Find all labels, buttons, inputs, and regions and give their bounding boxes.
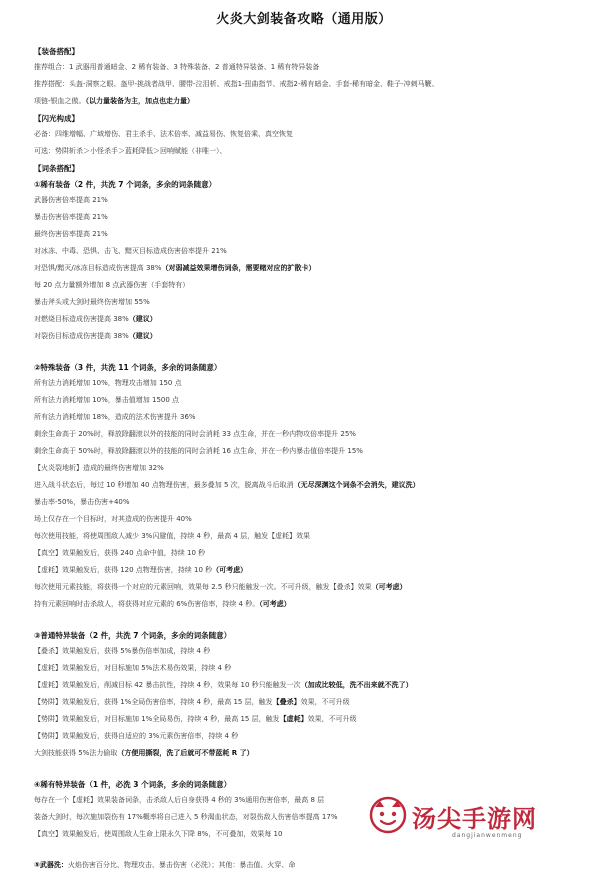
affix-line bbox=[34, 566, 574, 575]
affix-line bbox=[34, 600, 574, 609]
flash-line-1: 必备：四维增幅、广域增伤、君主杀手、法术倍率、减益易伤、恢复倍乘、真空恢复 bbox=[34, 130, 293, 138]
affix-text: 【虚耗】效果触发后，获得 120 点物理伤害，持续 10 秒 bbox=[34, 566, 213, 574]
affix-line: 【真空】效果触发后，使周围敌人生命上限永久下降 8%，不可叠加，效果每 10 bbox=[34, 830, 283, 838]
affix-line: 剩余生命高于 20%时，释放除翻滚以外的技能的同时会消耗 33 点生命，并在一秒内物攻倍率提升 25% bbox=[34, 430, 356, 438]
affix-line: 所有法力消耗增加 10%，暴击值增加 1500 点 bbox=[34, 396, 180, 404]
watermark-subtext: dangjianwenmeng bbox=[452, 832, 523, 839]
affix-line: 装备大剑时，每次施加裂伤有 17%概率将自己进入 5 秒渴血状态，对裂伤敌人伤害倍率提高 17% bbox=[34, 813, 338, 821]
equip-line-1: 推荐组合：1 武器用普通暗金、2 稀有装备、3 特殊装备、2 普通特异装备、1 稀有特异装备 bbox=[34, 63, 320, 71]
affix-line bbox=[34, 332, 574, 341]
group-4-heading: ④稀有特异装备（1 件，必洗 3 个词条，多余的词条随意） bbox=[34, 780, 232, 789]
affix-line: 剩余生命高于 50%时，释放除翻滚以外的技能的同时会消耗 16 点生命，并在一秒内暴击值倍率提升 15% bbox=[34, 447, 363, 455]
affix-text: 进入战斗状态后，每过 10 秒增加 40 点物理伤害，最多叠加 5 次，脱离战斗后取消 bbox=[34, 481, 294, 489]
affix-line: 所有法力消耗增加 10%，物理攻击增加 150 点 bbox=[34, 379, 182, 387]
affix-line: 所有法力消耗增加 18%，造成的法术伤害提升 36% bbox=[34, 413, 196, 421]
watermark-text: 汤尖手游网 bbox=[412, 805, 537, 833]
affix-note: （可考虑） bbox=[259, 600, 291, 608]
site-watermark bbox=[366, 793, 596, 845]
affix-line: 【叠杀】效果触发后，获得 5%暴伤倍率加成，持续 4 秒 bbox=[34, 647, 211, 655]
affix-line: 武器伤害倍率提高 21% bbox=[34, 196, 108, 204]
affix-line: 对冰冻、中毒、恐惧、击飞、黯灭目标造成伤害倍率提升 21% bbox=[34, 247, 227, 255]
flash-heading: 【闪光构成】 bbox=[34, 114, 79, 123]
affix-line: 场上仅存在一个目标时，对其造成的伤害提升 40% bbox=[34, 515, 192, 523]
equip-line-3 bbox=[34, 97, 574, 106]
affix-line bbox=[34, 264, 574, 273]
affix-text: 大剑技能获得 5%法力偷取 bbox=[34, 749, 118, 757]
equip-line-3-note: （以力量装备为主，加点也走力量） bbox=[85, 97, 195, 105]
affix-line: 暴击率-50%，暴击伤害+40% bbox=[34, 498, 130, 506]
affix-line: 暴击伤害倍率提高 21% bbox=[34, 213, 108, 221]
group-2-heading: ②特殊装备（3 件，共洗 11 个词条，多余的词条随意） bbox=[34, 363, 222, 372]
affix-text: 对燃烧目标造成伤害提高 38% bbox=[34, 315, 129, 323]
group-3-heading: ③普通特异装备（2 件，共洗 7 个词条，多余的词条随意） bbox=[34, 631, 232, 640]
affix-line: 【火炎裂地斩】造成的最终伤害增加 32% bbox=[34, 464, 164, 472]
affix-line bbox=[34, 749, 574, 758]
group-5-heading: ⑤武器洗： bbox=[34, 861, 68, 869]
affix-text: 效果，不可升级 bbox=[300, 698, 350, 706]
affix-note: （无尽深渊这个词条不会消失，建议洗） bbox=[293, 481, 420, 489]
affix-line: 暴击斧头或大剑时最终伤害增加 55% bbox=[34, 298, 150, 306]
affix-text: 每次使用元素技能，将获得一个对应的元素回响，效果每 2.5 秒只能触发一次。不可升级，触发【叠杀】效果 bbox=[34, 583, 372, 591]
affix-line bbox=[34, 698, 574, 707]
affix-text: 效果，不可升级 bbox=[307, 715, 357, 723]
group-5-line bbox=[34, 861, 574, 870]
group-1-heading: ①稀有装备（2 件，共洗 7 个词条，多余的词条随意） bbox=[34, 180, 217, 189]
affix-line: 每次使用技能，将使周围敌人减少 3%闪避值，持续 4 秒，最高 4 层，触发【虚耗】效果 bbox=[34, 532, 311, 540]
affix-note: （方便用撕裂，洗了后就可不带蓝耗 R 了） bbox=[117, 749, 254, 757]
affix-text: 【势阱】效果触发后，对目标施加 1%全局易伤，持续 4 秒，最高 15 层，触发 bbox=[34, 715, 280, 723]
affix-line: 【势阱】效果触发后，获得自适应的 3%元素伤害倍率，持续 4 秒 bbox=[34, 732, 239, 740]
flash-line-2: 可选：势阱斩杀＞小怪杀手＞蓝耗降低＞回响赋能（非唯一）、 bbox=[34, 147, 227, 155]
affix-line: 【虚耗】效果触发后，对目标施加 5%法术易伤效果，持续 4 秒 bbox=[34, 664, 232, 672]
equip-heading: 【装备搭配】 bbox=[34, 47, 79, 56]
guide-page bbox=[34, 8, 574, 878]
affix-line: 最终伤害倍率提高 21% bbox=[34, 230, 108, 238]
affix-note: 【叠杀】 bbox=[272, 698, 301, 706]
affix-note: （可考虑） bbox=[371, 583, 407, 591]
mascot-logo-icon bbox=[366, 793, 410, 837]
affix-line bbox=[34, 481, 574, 490]
affix-line: 每 20 点力量额外增加 8 点武器伤害（手套特有） bbox=[34, 281, 190, 289]
affix-note: （对弱减益效果增伤词条，需要赌对应的扩散卡） bbox=[161, 264, 316, 272]
affix-line: 每存在一个【虚耗】效果装备词条，击杀敌人后自身获得 4 秒的 3%通用伤害倍率，最高 8 层 bbox=[34, 796, 325, 804]
affix-text: 【虚耗】效果触发后，削减目标 42 暴击抗性，持续 4 秒，效果每 10 秒只能触发一次 bbox=[34, 681, 301, 689]
affix-note: （建议） bbox=[128, 332, 157, 340]
page-title: 火炎大剑装备攻略（通用版） bbox=[216, 12, 392, 27]
equip-line-3-text: 项链-银血之傲。 bbox=[34, 97, 86, 105]
affix-note: （建议） bbox=[128, 315, 157, 323]
affix-text: 持有元素回响时击杀敌人，将获得对应元素的 6%伤害倍率，持续 4 秒。 bbox=[34, 600, 260, 608]
equip-line-2: 推荐搭配：头盔-洞察之眼、盔甲-挑战者战甲、腰带-泣泪析、戒指1-扭曲指节、戒指2-稀有暗金、手套-稀有暗金、鞋子-冲刺马鞭、 bbox=[34, 80, 439, 88]
affix-line: 【真空】效果触发后，获得 240 点命中值，持续 10 秒 bbox=[34, 549, 206, 557]
affix-note: （加成比较低，洗不出来就不洗了） bbox=[300, 681, 413, 689]
group-5-body: 火焰伤害百分比、物理攻击、暴击伤害（必洗）；其他：暴击值、火穿、命 bbox=[67, 861, 296, 869]
affix-note: （可考虑） bbox=[212, 566, 248, 574]
affix-note: 【虚耗】 bbox=[279, 715, 308, 723]
affix-line bbox=[34, 681, 574, 690]
affix-text: 【势阱】效果触发后，获得 1%全局伤害倍率，持续 4 秒，最高 15 层，触发 bbox=[34, 698, 273, 706]
affix-text: 对恐惧/黯灭/冰冻目标造成伤害提高 38% bbox=[34, 264, 162, 272]
affix-line bbox=[34, 715, 574, 724]
affix-line bbox=[34, 315, 574, 324]
affix-line bbox=[34, 583, 574, 592]
affix-heading: 【词条搭配】 bbox=[34, 164, 79, 173]
affix-text: 对裂伤目标造成伤害提高 38% bbox=[34, 332, 129, 340]
